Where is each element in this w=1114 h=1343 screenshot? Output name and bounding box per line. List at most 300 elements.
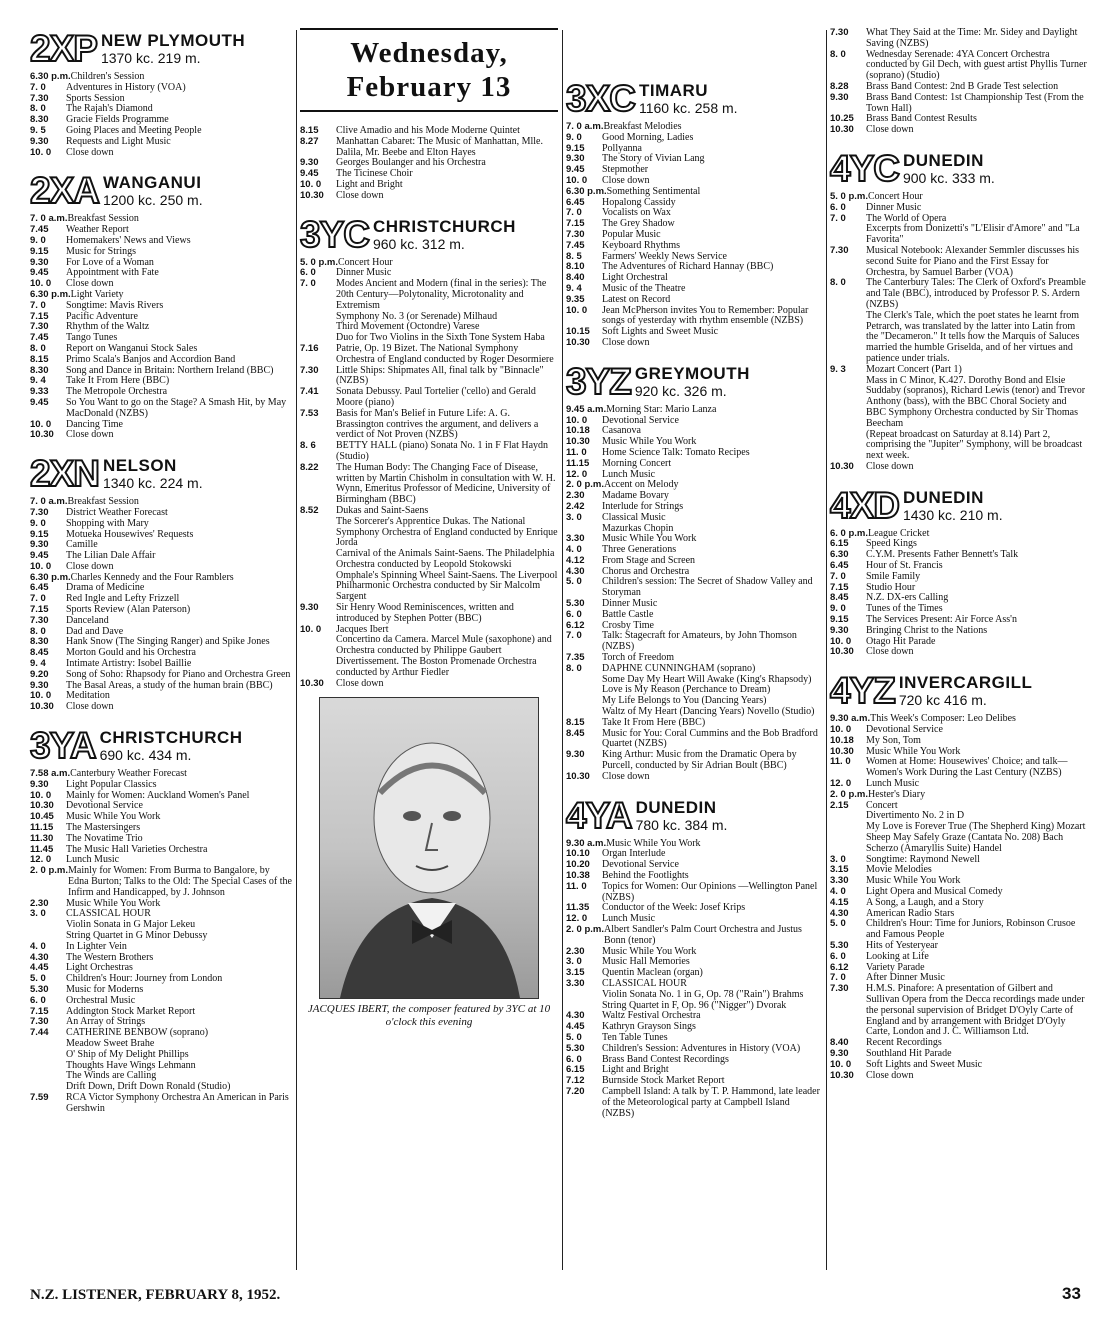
programme-title: Southland Hit Parade	[866, 1047, 952, 1059]
programme-time: 9. 4	[566, 282, 582, 294]
programme-time: 9.45	[300, 168, 319, 180]
programme-time: 7.30	[566, 228, 585, 240]
programme-time: 10.30	[830, 646, 854, 658]
programme-time: 7.30	[830, 983, 849, 995]
programme-title: Good Morning, Ladies	[602, 131, 694, 143]
programme-title: Studio Hour	[866, 581, 916, 593]
page-heading: Wednesday, February 13	[300, 28, 558, 112]
programme-time: 8.15	[566, 716, 585, 728]
programme-time: 8. 0	[30, 342, 46, 354]
programme-time: 9.30	[300, 157, 319, 169]
programme-time: 10.30	[30, 701, 54, 713]
programme-time: 6.15	[830, 538, 849, 550]
programme-title: Devotional Service	[866, 724, 943, 736]
programme-title: Meadow Sweet Brahe	[66, 1037, 155, 1049]
programme-item	[830, 844, 1088, 855]
programme-title: CLASSICAL HOUR	[66, 908, 151, 920]
station-3yc	[300, 213, 558, 690]
programme-title: The Rajah's Diamond	[66, 103, 153, 115]
programme-item	[566, 631, 822, 653]
programme-time: 4.30	[566, 565, 585, 577]
programme-title: Light Orchestras	[66, 962, 133, 974]
programme-time: 7.20	[566, 1085, 585, 1097]
programme-item	[300, 517, 558, 549]
programme-item	[30, 1093, 292, 1115]
portrait-illustration	[320, 698, 538, 998]
programme-time: 8.15	[30, 353, 49, 365]
programme-time: 8.45	[30, 647, 49, 659]
programme-time: 7. 0	[30, 81, 46, 93]
programme-title: Light Variety	[70, 288, 124, 300]
programme-title: CLASSICAL HOUR	[602, 977, 687, 989]
programme-time: 10.30	[830, 745, 854, 757]
programme-item	[300, 344, 558, 366]
programme-title: Movie Melodies	[866, 864, 932, 876]
programme-time: 7.15	[30, 310, 49, 322]
programme-time: 10.38	[566, 870, 590, 882]
programme-title: For Love of a Woman	[66, 256, 154, 268]
programme-title: Children's Hour: Journey from London	[66, 973, 223, 985]
programme-title: Hank Snow (The Singing Ranger) and Spike Jones	[66, 636, 270, 648]
programme-time: 11. 0	[566, 880, 587, 892]
programme-time: 10.10	[566, 848, 590, 860]
programme-title: Intimate Artistry: Isobel Baillie	[66, 658, 192, 670]
programme-item	[566, 772, 822, 783]
programme-title: After Dinner Music	[866, 972, 945, 984]
programme-item	[300, 657, 558, 679]
station-frequency: 690 kc. 434 m.	[99, 747, 192, 764]
programme-time: 2. 0 p.m.	[566, 479, 605, 491]
programme-item	[566, 729, 822, 751]
programme-time: 5. 0 p.m.	[300, 256, 339, 268]
programme-time: 9.30	[30, 135, 49, 147]
programme-title: Something Sentimental	[606, 185, 701, 197]
programme-title: Gracie Fields Programme	[66, 114, 169, 126]
programme-title: Basis for Man's Belief in Future Life: A. G. Brassington contrives the argument, and delivers a verdict of Not Proven (NZBS)	[336, 407, 539, 441]
programme-title: The Mastersingers	[66, 822, 141, 834]
programme-title: Stepmother	[602, 164, 649, 176]
programme-title: Jean McPherson invites You to Remember: Popular songs of yesterday with rhythm ensemble (NZBS)	[602, 304, 809, 327]
programme-title: Crosby Time	[602, 619, 654, 631]
programme-title: Concert	[866, 799, 898, 811]
programme-title: Morton Gould and his Orchestra	[66, 647, 196, 659]
programme-title: Close down	[66, 560, 114, 572]
programme-time: 11.30	[30, 832, 54, 844]
programme-time: 7.30	[30, 1016, 49, 1028]
programme-time: 6. 0	[566, 1053, 582, 1065]
programme-title: Thoughts Have Wings Lehmann	[66, 1059, 196, 1071]
programme-title: Dancing Time	[66, 418, 123, 430]
programme-time: 6.30 p.m.	[30, 71, 71, 82]
programme-item	[566, 459, 822, 470]
programme-time: 7.15	[830, 581, 849, 593]
programme-time: 7.53	[300, 407, 319, 419]
programme-item	[300, 679, 558, 690]
programme-time: 12. 0	[830, 778, 852, 790]
programme-title: Divertissement. The Boston Promenade Orchestra conducted by Arthur Fiedler	[336, 656, 537, 678]
programme-title: Women at Home: Housewives' Choice; and talk—Women's Work During the Last Century (NZBS)	[866, 756, 1068, 779]
programme-item	[830, 898, 1088, 909]
programme-item	[566, 750, 822, 772]
programme-title: The Human Body: The Changing Face of Disease, written by Martin Chisholm in consultation with W. H. Wynn, Emeritus Professor of Medicine, University of Birmingham (BBC)	[336, 461, 556, 506]
programme-title: Drama of Medicine	[66, 582, 145, 594]
programme-title: Close down	[336, 189, 384, 201]
station-frequency: 780 kc. 384 m.	[635, 816, 728, 833]
programme-title: Devotional Service	[602, 414, 679, 426]
programme-time: 11.35	[566, 902, 590, 914]
programme-item	[30, 866, 292, 898]
programme-time: 5. 0 p.m.	[830, 190, 869, 202]
programme-title: Morning Concert	[602, 457, 672, 469]
station-logo: 2XA	[30, 170, 99, 212]
programme-title: Interlude for Strings	[602, 500, 684, 512]
programme-title: Concert Hour	[868, 190, 923, 202]
programme-time: 4.45	[566, 1021, 585, 1033]
programme-title: Mainly for Women: Auckland Women's Panel	[66, 789, 250, 801]
programme-time	[830, 224, 866, 246]
programme-title: Classical Music	[602, 511, 666, 523]
programme-item	[300, 387, 558, 409]
programme-time: 7.15	[30, 604, 49, 616]
programme-title: Tunes of the Times	[866, 603, 943, 615]
programme-time: 7.59	[30, 1091, 49, 1103]
programme-time: 9. 5	[30, 124, 46, 136]
programme-time: 11.45	[30, 843, 54, 855]
programme-title: Report on Wanganui Stock Sales	[66, 342, 198, 354]
programme-time: 9.30	[300, 602, 319, 614]
programme-item	[830, 430, 1088, 462]
programme-title: Meditation	[66, 690, 110, 702]
programme-time: 8. 0	[830, 48, 846, 60]
programme-time: 6. 0	[830, 201, 846, 213]
programme-time: 7.30	[830, 244, 849, 256]
programme-title: Music While You Work	[602, 945, 697, 957]
station-logo: 3YC	[300, 213, 369, 255]
programme-title: Albert Sandler's Palm Court Orchestra and Justus Bonn (tenor)	[604, 924, 802, 946]
station-frequency: 920 kc. 326 m.	[634, 382, 727, 399]
programme-time: 7.44	[30, 1027, 49, 1039]
footer-publication: N.Z. LISTENER, FEBRUARY 8, 1952.	[30, 1287, 281, 1303]
programme-time: 8. 6	[300, 440, 316, 452]
programme-title: Dinner Music	[866, 201, 922, 213]
programme-time: 9.45 a.m.	[566, 403, 607, 415]
programme-title: Soft Lights and Sweet Music	[602, 326, 719, 338]
programme-time: 5.30	[566, 1042, 585, 1054]
programme-time: 9.30	[566, 153, 585, 165]
programme-time: 7. 0	[300, 278, 316, 290]
programme-title: Lunch Music	[66, 854, 120, 866]
programme-title: An Array of Strings	[66, 1016, 146, 1028]
column-2	[300, 28, 558, 1029]
programme-time: 3.30	[830, 875, 849, 887]
programme-time: 9. 3	[830, 363, 846, 375]
programme-time: 10. 0	[830, 724, 852, 736]
programme-item	[300, 549, 558, 571]
programme-title: Excerpts from Donizetti's "L'Elisir d'Amore" and "La Favorita"	[866, 223, 1080, 246]
programme-title: Brass Band Contest: 1st Championship Test (From the Town Hall)	[866, 91, 1084, 114]
programme-title: The Basal Areas, a study of the human brain (BBC)	[66, 679, 273, 691]
programme-time: 8. 5	[566, 250, 582, 262]
programme-time: 8.52	[300, 504, 319, 516]
programme-time: 8.40	[566, 272, 585, 284]
programme-title: Close down	[866, 460, 914, 472]
programme-title: Homemakers' News and Views	[66, 234, 191, 246]
programme-time: 10. 0	[300, 623, 322, 635]
programme-title: Songtime: Mavis Rivers	[66, 299, 164, 311]
station-logo: 3YZ	[566, 360, 631, 402]
programme-time: 10.30	[566, 336, 590, 348]
programme-title: Modes Ancient and Modern (final in the series): The 20th Century—Polytonality, Microtonality and Extremism	[336, 278, 547, 311]
station-city: NELSON	[102, 456, 177, 476]
programme-title: The World of Opera	[866, 212, 947, 224]
programme-title: Mazurkas Chopin	[602, 522, 674, 534]
programme-title: Dinner Music	[336, 267, 392, 279]
programme-time: 9.30	[30, 679, 49, 691]
station-header	[830, 484, 1088, 526]
station-frequency: 1160 kc. 258 m.	[638, 100, 738, 116]
programme-item	[566, 990, 822, 1001]
programme-time	[566, 990, 602, 1001]
programme-title: Little Ships: Shipmates All, final talk by "Binnacle" (NZBS)	[336, 364, 544, 387]
programme-title: Children's Hour: Time for Juniors, Robinson Crusoe and Famous People	[866, 918, 1076, 941]
programme-time: 9.30	[30, 256, 49, 268]
programme-time: 5.30	[566, 598, 585, 610]
programme-title: Music While You Work	[866, 875, 961, 887]
programme-title: Music for You: Coral Cummins and the Bob Bradford Quartet (NZBS)	[602, 727, 818, 750]
station-3yc-continued	[300, 126, 558, 202]
programme-time: 10.30	[30, 429, 54, 441]
station-city: NEW PLYMOUTH	[100, 31, 246, 50]
programme-title: Requests and Light Music	[66, 135, 171, 147]
programme-title: Adventures in History (VOA)	[66, 81, 186, 93]
station-header	[30, 453, 292, 495]
station-city: CHRISTCHURCH	[99, 728, 243, 748]
programme-title: So You Want to go on the Stage? A Smash Hit, by May MacDonald (NZBS)	[66, 396, 287, 419]
programme-item	[566, 187, 822, 198]
programme-title: Going Places and Meeting People	[66, 124, 202, 136]
programme-item	[830, 365, 1088, 376]
programme-time: 8. 0	[830, 277, 846, 289]
station-4yz	[830, 670, 1088, 1081]
programme-time: 9.30	[566, 749, 585, 761]
programme-title: Talk: Stagecraft for Amateurs, by John Thomson (NZBS)	[602, 630, 797, 653]
programme-title: In Lighter Vein	[66, 940, 127, 952]
programme-time: 10.30	[300, 189, 324, 201]
station-city: DUNEDIN	[902, 150, 984, 170]
programme-time: 10.18	[830, 734, 854, 746]
programme-title: Take It From Here (BBC)	[602, 716, 706, 728]
programme-time: 7.41	[300, 386, 319, 398]
programme-time: 8. 0	[30, 103, 46, 115]
programme-title: The Adventures of Richard Hannay (BBC)	[602, 261, 774, 273]
programme-title: Breakfast Session	[67, 213, 139, 225]
page-number: 33	[1062, 1284, 1081, 1303]
programme-time: 12. 0	[566, 468, 588, 480]
programme-title: Speed Kings	[866, 538, 917, 550]
programme-item	[30, 355, 292, 366]
programme-item	[566, 295, 822, 306]
programme-title: Take It From Here (BBC)	[66, 375, 170, 387]
programme-title: District Weather Forecast	[66, 506, 168, 518]
programme-title: Variety Parade	[866, 961, 925, 973]
programme-title: Devotional Service	[66, 800, 143, 812]
programme-item	[566, 513, 822, 524]
column-1	[30, 28, 292, 1115]
programme-time	[830, 844, 866, 855]
programme-time: 7.30	[30, 92, 49, 104]
programme-time	[30, 1039, 66, 1050]
station-header	[30, 28, 292, 69]
programme-time: 9.30	[30, 539, 49, 551]
programme-title: Sports Session	[66, 92, 125, 104]
programme-item	[30, 148, 292, 159]
station-3xc	[566, 78, 822, 349]
programme-title: Music While You Work	[602, 436, 697, 448]
station-city: INVERCARGILL	[898, 673, 1033, 693]
programme-time: 5.30	[30, 983, 49, 995]
programme-title: Close down	[66, 278, 114, 290]
programme-title: From Stage and Screen	[602, 554, 696, 566]
programme-time: 8.30	[30, 364, 49, 376]
station-logo: 2XP	[30, 28, 97, 69]
programme-title: Some Day My Heart Will Awake (King's Rhapsody)	[602, 673, 812, 685]
programme-time	[830, 811, 866, 822]
programme-time: 8.10	[566, 261, 585, 273]
programme-item	[30, 996, 292, 1007]
programme-item	[30, 398, 292, 420]
programme-item	[30, 1050, 292, 1061]
programme-title: Close down	[602, 336, 650, 348]
programme-title: The Story of Vivian Lang	[602, 153, 705, 165]
programme-title: Pacific Adventure	[66, 310, 138, 322]
programme-title: My Love is Forever True (The Shepherd King) Mozart	[866, 821, 1086, 833]
programme-time	[30, 920, 66, 931]
programme-time: 3. 0	[830, 853, 846, 865]
programme-title: Concert Hour	[338, 256, 393, 268]
station-header	[300, 213, 558, 255]
programme-item	[30, 702, 292, 713]
programme-item	[300, 441, 558, 463]
programme-title: Close down	[602, 174, 650, 186]
programme-time: 7. 0	[566, 207, 582, 219]
programme-title: Smile Family	[866, 570, 921, 582]
programme-time: 8.45	[830, 592, 849, 604]
programme-time	[300, 322, 336, 333]
programme-time: 10. 0	[30, 690, 52, 702]
programme-title: Music While You Work	[602, 533, 697, 545]
station-4ya	[566, 794, 822, 1120]
programme-title: RCA Victor Symphony Orchestra An American in Paris Gershwin	[66, 1091, 289, 1114]
programme-time: 10. 0	[566, 174, 588, 186]
programme-title: Primo Scala's Banjos and Accordion Band	[66, 353, 236, 365]
programme-title: Latest on Record	[602, 293, 671, 305]
programme-title: My Son, Tom	[866, 734, 921, 746]
programme-time: 10.30	[830, 1069, 854, 1081]
programme-item	[30, 942, 292, 953]
programme-title: Chorus and Orchestra	[602, 565, 690, 577]
programme-item	[830, 246, 1088, 278]
programme-title: The Novatime Trio	[66, 832, 143, 844]
programme-time: 4.30	[566, 1010, 585, 1022]
station-frequency: 1430 kc. 210 m.	[902, 506, 1003, 523]
station-logo: 4XD	[830, 484, 899, 526]
programme-item	[300, 279, 558, 311]
programme-time: 10. 0	[830, 1058, 852, 1070]
programme-item	[30, 247, 292, 258]
programme-title: Looking at Life	[866, 950, 929, 962]
programme-time: 8.40	[830, 1037, 849, 1049]
programme-time: 10.30	[300, 677, 324, 689]
programme-title: Close down	[66, 429, 114, 441]
programme-item	[830, 462, 1088, 473]
programme-time: 10. 0	[30, 146, 52, 158]
programme-time: 10.25	[830, 113, 854, 125]
programme-time: 7.30	[30, 321, 49, 333]
programme-title: O' Ship of My Delight Phillips	[66, 1048, 189, 1060]
programme-title: Close down	[336, 677, 384, 689]
programme-time: 7.45	[566, 239, 585, 251]
programme-time: 4. 0	[30, 940, 46, 952]
programme-time: 3.15	[830, 864, 849, 876]
programme-time: 7.45	[30, 332, 49, 344]
programme-title: The Clerk's Tale, which the poet states he learnt from Petrarch, was translated by the latter into Latin from the "Decameron." It tells how the Marquis of Saluces married the humble Griselda, and of her virtues and patience under trials.	[866, 309, 1080, 364]
programme-time: 2.30	[566, 945, 585, 957]
programme-time: 8.15	[300, 125, 319, 136]
programme-item	[830, 919, 1088, 941]
programme-title: Conductor of the Week: Josef Krips	[602, 902, 746, 914]
programme-time	[30, 1071, 66, 1082]
programme-time	[300, 657, 336, 679]
programme-item	[30, 83, 292, 94]
programme-time: 2.42	[566, 500, 585, 512]
programme-time: 2.30	[30, 897, 49, 909]
programme-title: Mainly for Women: From Burma to Bangalore, by Edna Burton; Talks to the Old: The Special Cases of the Infirm and Handicapped, by J. Johnson	[68, 865, 292, 898]
station-logo: 4YA	[566, 794, 632, 836]
programme-time: 9.33	[30, 386, 49, 398]
station-header	[566, 78, 822, 119]
programme-title: Behind the Footlights	[602, 870, 689, 882]
programme-title: Duo for Two Violins in the Sixth Tone System Haba	[336, 332, 545, 344]
programme-time: 9. 4	[30, 658, 46, 670]
programme-time: 8.28	[830, 80, 849, 92]
programme-time: 9.30 a.m.	[566, 837, 607, 849]
programme-time: 7. 0 a.m.	[30, 496, 68, 508]
programme-time: 11. 0	[566, 446, 587, 458]
programme-title: Song of Soho: Rhapsody for Piano and Orchestra Green	[66, 668, 291, 680]
station-2xp	[30, 28, 292, 158]
station-4ya-continued	[830, 28, 1088, 136]
programme-title: Madame Bovary	[602, 490, 669, 502]
programme-title: Quentin Maclean (organ)	[602, 967, 703, 979]
programme-title: Torch of Freedom	[602, 652, 675, 664]
station-3ya	[30, 725, 292, 1115]
programme-time: 10.15	[566, 326, 590, 338]
programme-time: 7.15	[566, 218, 585, 230]
programme-time: 11. 0	[830, 756, 851, 768]
programme-item	[830, 757, 1088, 779]
programme-time	[30, 1050, 66, 1061]
station-2xa	[30, 170, 292, 441]
programme-title: Shopping with Mary	[66, 517, 149, 529]
programme-item	[300, 409, 558, 441]
programme-item	[830, 1060, 1088, 1071]
programme-item	[830, 311, 1088, 365]
programme-time: 6.30 p.m.	[30, 571, 71, 583]
programme-item	[300, 366, 558, 388]
programme-title: C.Y.M. Presents Father Bennett's Talk	[866, 549, 1019, 561]
programme-item	[300, 603, 558, 625]
programme-time: 6.45	[566, 196, 585, 208]
